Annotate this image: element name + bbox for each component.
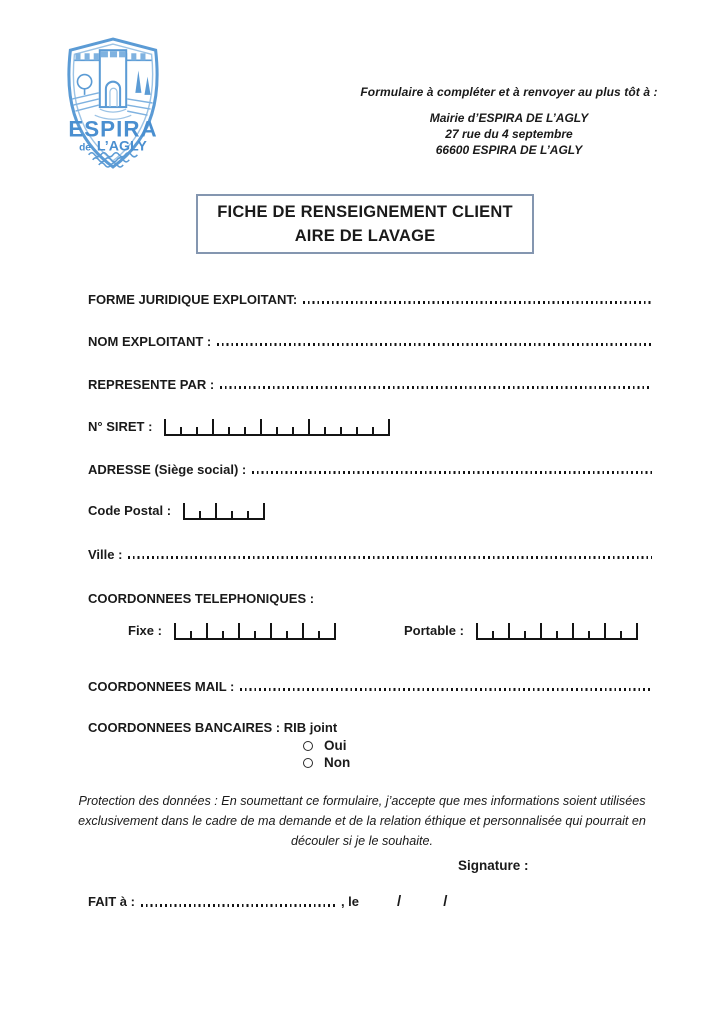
- coordonnees-telephoniques-label: COORDONNEES TELEPHONIQUES :: [88, 591, 315, 606]
- rib-non-label: Non: [324, 755, 351, 770]
- mailing-address-line: 66600 ESPIRA DE L’AGLY: [435, 143, 583, 157]
- fixe-digit-boxes[interactable]: [174, 623, 336, 640]
- mailing-note-intro: Formulaire à compléter et à renvoyer au plus tôt à :: [360, 85, 658, 99]
- rib-non-radio-icon[interactable]: [303, 758, 313, 768]
- forme-juridique-label: FORME JURIDIQUE EXPLOITANT:: [88, 292, 298, 307]
- section-coordonnees-bancaires: [88, 720, 652, 735]
- form-title-line1: FICHE DE RENSEIGNEMENT CLIENT: [217, 203, 513, 221]
- siret-label: N° SIRET :: [88, 419, 153, 434]
- code-postal-label: Code Postal :: [88, 503, 172, 518]
- mailing-note: [356, 84, 662, 158]
- ville-fill-line[interactable]: [128, 556, 652, 559]
- siret-digit-boxes[interactable]: [164, 419, 390, 436]
- rib-oui-radio-icon[interactable]: [303, 741, 313, 751]
- field-row-nom-exploitant: [88, 334, 652, 349]
- mailing-address-line: 27 rue du 4 septembre: [445, 127, 573, 141]
- field-row-ville: [88, 547, 652, 562]
- forme-juridique-fill-line[interactable]: [303, 301, 652, 304]
- rib-option-non[interactable]: [303, 755, 350, 770]
- field-row-represente-par: [88, 377, 652, 392]
- coordonnees-bancaires-label: COORDONNEES BANCAIRES : RIB joint: [88, 720, 338, 735]
- field-row-mail: [88, 679, 652, 694]
- privacy-note: Protection des données : En soumettant ce formulaire, j’accepte que mes informations soient utilisées exclusivement dans le cadre de ma demande et de la relation éthique et personnalisée qui pourrait en découler si je le souhaite.: [78, 794, 646, 848]
- coordonnees-mail-label: COORDONNEES MAIL :: [88, 679, 235, 694]
- portable-label: Portable :: [403, 623, 464, 638]
- field-row-fait-a: [88, 893, 652, 910]
- portable-digit-boxes[interactable]: [476, 623, 638, 640]
- code-postal-digit-boxes[interactable]: [183, 503, 265, 520]
- form-title-line2: AIRE DE LAVAGE: [294, 227, 436, 245]
- rib-option-oui[interactable]: [303, 738, 347, 753]
- represente-par-label: REPRESENTE PAR :: [88, 377, 215, 392]
- logo-text-agly: L’AGLY: [96, 138, 147, 155]
- ville-label: Ville :: [88, 547, 123, 562]
- rib-oui-label: Oui: [324, 738, 347, 753]
- fixe-label: Fixe :: [128, 623, 162, 638]
- field-row-forme-juridique: [88, 292, 652, 307]
- mail-fill-line[interactable]: [240, 688, 652, 691]
- field-row-telephones: [128, 623, 652, 641]
- represente-par-fill-line[interactable]: [220, 386, 652, 389]
- date-slash: /: [443, 893, 448, 910]
- fait-a-label: FAIT à :: [88, 894, 135, 909]
- logo-text-de: de: [79, 142, 91, 154]
- fait-a-fill-line[interactable]: [141, 904, 337, 907]
- logo-text-espira: ESPIRA: [68, 116, 158, 142]
- section-coordonnees-telephoniques: [88, 591, 652, 606]
- field-row-adresse: [88, 462, 652, 477]
- mailing-address-line: Mairie d’ESPIRA DE L’AGLY: [429, 111, 589, 125]
- field-row-siret: [88, 419, 652, 437]
- field-row-code-postal: [88, 503, 652, 521]
- date-slash: /: [397, 893, 402, 910]
- signature-label: Signature :: [458, 858, 529, 873]
- nom-exploitant-label: NOM EXPLOITANT :: [88, 334, 212, 349]
- form-title-box: [196, 194, 534, 254]
- adresse-fill-line[interactable]: [252, 471, 652, 474]
- nom-exploitant-fill-line[interactable]: [217, 343, 652, 346]
- adresse-label: ADRESSE (Siège social) :: [88, 462, 247, 477]
- espira-agly-logo-icon: [54, 36, 172, 170]
- fait-a-le-label: , le: [340, 894, 360, 909]
